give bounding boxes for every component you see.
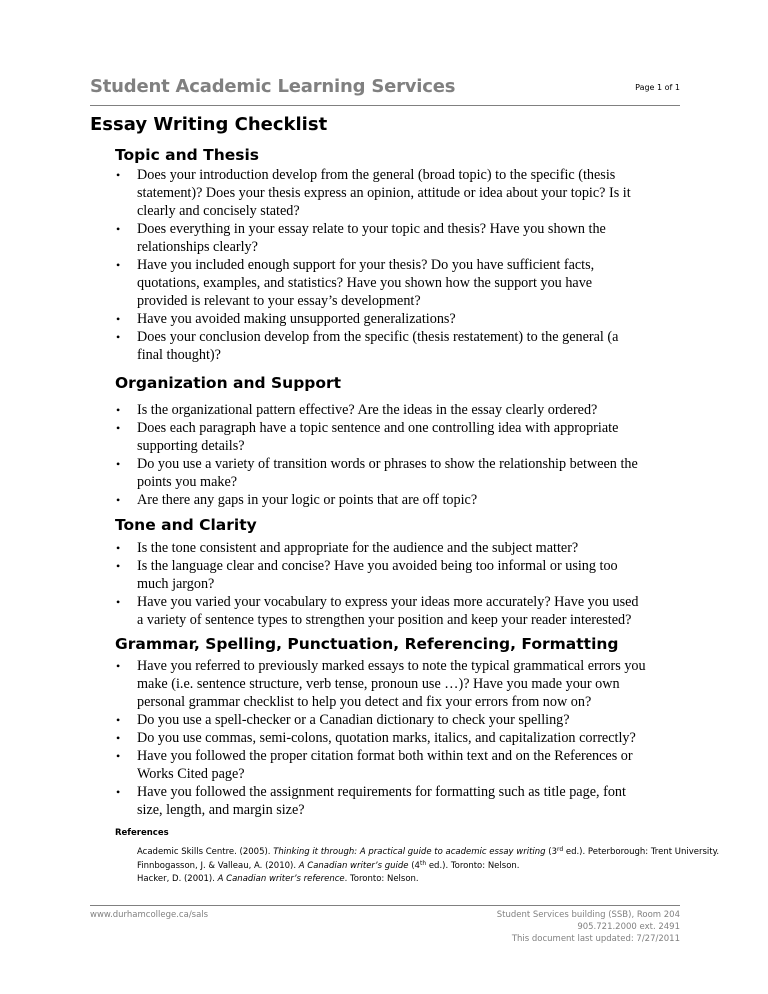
list-item: • Is the organizational pattern effective? Are the ideas in the essay clearly ordered? bbox=[116, 402, 598, 418]
list-item: • Do you use commas, semi-colons, quotation marks, italics, and capitalization correctly? bbox=[116, 730, 636, 746]
section-heading: Topic and Thesis bbox=[115, 146, 260, 164]
reference-entry: Finnbogasson, J. & Valleau, A. (2010). A Canadian writer’s guide (4th ed.). Toronto: Nelson. bbox=[137, 860, 520, 871]
bullet-icon: • bbox=[116, 493, 121, 507]
section-list bbox=[116, 401, 677, 509]
list-item: • Is the language clear and concise? Have you avoided being too informal or using too much jargon? bbox=[116, 558, 618, 592]
section-list bbox=[116, 657, 677, 819]
bullet-icon: • bbox=[116, 168, 121, 182]
section-heading: Tone and Clarity bbox=[115, 516, 257, 534]
bullet-icon: • bbox=[116, 559, 121, 573]
footer-phone: 905.721.2000 ext. 2491 bbox=[577, 922, 680, 932]
bullet-icon: • bbox=[116, 222, 121, 236]
section-heading: Organization and Support bbox=[115, 374, 342, 392]
references-heading: References bbox=[115, 828, 169, 838]
bullet-icon: • bbox=[116, 421, 121, 435]
bullet-icon: • bbox=[116, 312, 121, 326]
list-item: • Does your conclusion develop from the specific (thesis restatement) to the general (a final thought)? bbox=[116, 329, 619, 363]
section-heading: Grammar, Spelling, Punctuation, Referencing, Formatting bbox=[115, 635, 619, 653]
organization-name: Student Academic Learning Services bbox=[90, 76, 456, 97]
bullet-icon: • bbox=[116, 731, 121, 745]
list-item: • Have you referred to previously marked essays to note the typical grammatical errors you make (i.e. sentence structure, verb tense, pronoun use …)? Have you made your own personal grammar checklist to help you detect and fix your errors from now on? bbox=[116, 658, 646, 710]
list-item: • Do you use a spell-checker or a Canadian dictionary to check your spelling? bbox=[116, 712, 570, 728]
footer-location: Student Services building (SSB), Room 204 bbox=[496, 910, 680, 920]
list-item: • Does your introduction develop from the general (broad topic) to the specific (thesis statement)? Does your thesis express an opinion, attitude or idea about your topic? Is it clearly and concisely stated? bbox=[116, 167, 631, 219]
bullet-icon: • bbox=[116, 541, 121, 555]
bullet-icon: • bbox=[116, 785, 121, 799]
list-item: • Does everything in your essay relate to your topic and thesis? Have you shown the relationships clearly? bbox=[116, 221, 606, 255]
footer-divider bbox=[90, 905, 680, 906]
footer-url[interactable]: www.durhamcollege.ca/sals bbox=[90, 910, 209, 920]
list-item: • Have you included enough support for your thesis? Do you have sufficient facts, quotations, examples, and statistics? Have you shown how the support you have provided is relevant to your essay’s development? bbox=[116, 257, 595, 309]
page-header bbox=[90, 76, 680, 102]
bullet-icon: • bbox=[116, 749, 121, 763]
section-list bbox=[116, 166, 677, 364]
list-item: • Are there any gaps in your logic or points that are off topic? bbox=[116, 492, 478, 508]
bullet-icon: • bbox=[116, 713, 121, 727]
reference-entry: Academic Skills Centre. (2005). Thinking it through: A practical guide to academic essay writing (3rd ed.). Peterborough: Trent University. bbox=[137, 846, 720, 857]
bullet-icon: • bbox=[116, 659, 121, 673]
list-item: • Have you followed the proper citation format both within text and on the References or Works Cited page? bbox=[116, 748, 633, 782]
footer-updated: This document last updated: 7/27/2011 bbox=[511, 934, 680, 944]
section-list bbox=[116, 539, 677, 629]
list-item: • Have you avoided making unsupported generalizations? bbox=[116, 311, 456, 327]
page-number: Page 1 of 1 bbox=[635, 83, 680, 92]
bullet-icon: • bbox=[116, 258, 121, 272]
list-item: • Do you use a variety of transition words or phrases to show the relationship between the points you make? bbox=[116, 456, 638, 490]
page-title: Essay Writing Checklist bbox=[90, 114, 328, 135]
list-item: • Have you followed the assignment requirements for formatting such as title page, font size, length, and margin size? bbox=[116, 784, 626, 818]
header-divider bbox=[90, 105, 680, 106]
list-item: • Have you varied your vocabulary to express your ideas more accurately? Have you used a variety of sentence types to strengthen your position and keep your reader interested? bbox=[116, 594, 639, 628]
list-item: • Is the tone consistent and appropriate for the audience and the subject matter? bbox=[116, 540, 579, 556]
bullet-icon: • bbox=[116, 403, 121, 417]
bullet-icon: • bbox=[116, 457, 121, 471]
bullet-icon: • bbox=[116, 595, 121, 609]
list-item: • Does each paragraph have a topic sentence and one controlling idea with appropriate supporting details? bbox=[116, 420, 619, 454]
reference-entry: Hacker, D. (2001). A Canadian writer’s reference. Toronto: Nelson. bbox=[137, 874, 419, 884]
bullet-icon: • bbox=[116, 330, 121, 344]
